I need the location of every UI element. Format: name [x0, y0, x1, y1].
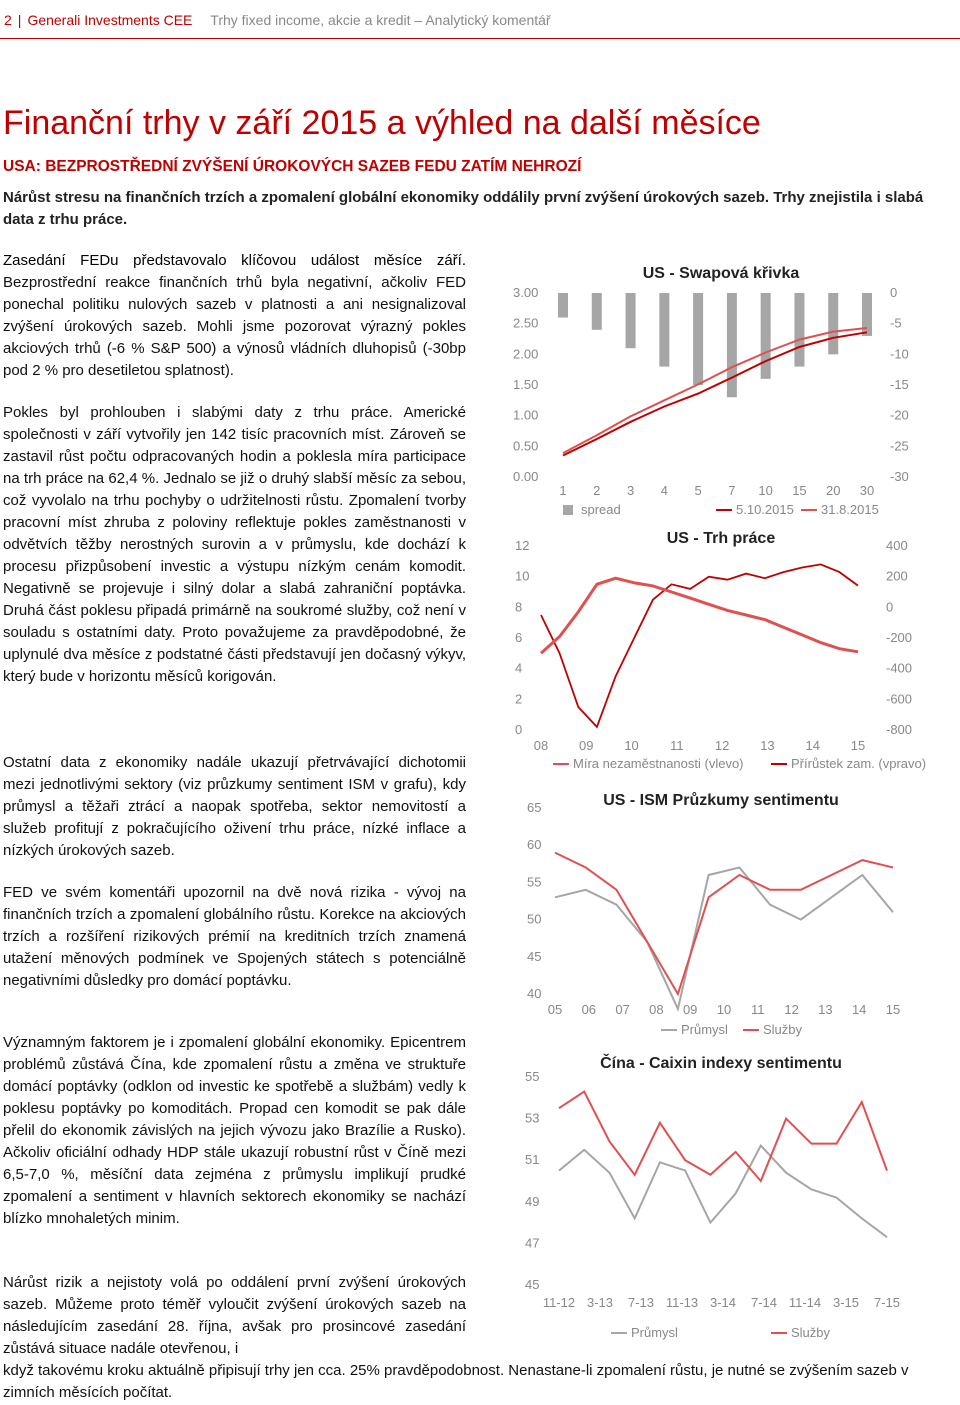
y-left-tick-label: 0	[515, 722, 523, 737]
paragraph-3: Ostatní data z ekonomiky nadále ukazují přetrvávající dichotomii mezi jednotlivými sektory (viz průzkumy sentiment ISM v grafu), kdy průmysl a těžaři ztrácí a naopak spotřeba, sektor nemovitostí a služeb profitují z pokračujícího oživení trhu práce, nízké inflace a nízkých úrokových sazeb.	[3, 754, 466, 859]
x-tick-label: 2	[593, 483, 601, 498]
lead-paragraph: Nárůst stresu na finančních trzích a zpomalení globální ekonomiky oddálily první zvýšení úrokových sazeb. Trhy znejistila i slabá data z trhu práce.	[3, 189, 924, 228]
legend-label: 5.10.2015	[736, 502, 794, 517]
paragraph-4: FED ve svém komentáři upozornil na dvě nová rizika - vývoj na finančních trzích a zpomalení globálního růstu. Korekce na akciových trzích a rozšíření rizikových prémií na kreditních trzích znamená utažení měnových podmínek ve Spojených státech s potenciálně negativními důsledky pro domácí poptávku.	[3, 884, 466, 989]
series-line-industry	[559, 1146, 887, 1238]
chart-swap-curve	[483, 255, 960, 520]
y-left-tick-label: 49	[525, 1193, 540, 1209]
section-heading: USA: BEZPROSTŘEDNÍ ZVÝŠENÍ ÚROKOVÝCH SAZEB FEDU ZATÍM NEHROZÍ	[3, 158, 582, 175]
y-right-tick-label: -5	[890, 315, 902, 331]
chart-title: US - Trh práce	[666, 530, 776, 547]
paragraph-1-intro: Zasedání FEDu představovalo klíčovou událost měsíce září.	[3, 252, 466, 269]
x-tick-label: 14	[805, 738, 820, 753]
x-tick-label: 06	[581, 1002, 597, 1017]
paragraph-5: Významným faktorem je i zpomalení globální ekonomiky. Epicentrem problémů zůstává Čína, kde zpomalení růstu a změna ve struktuře domácí poptávky (odklon od investic ke spotřebě a službám) vedly k poklesu poptávky po komoditách. Propad cen komodit se pak dále přelil do ekonomik závislých na jejich vývozu jako Brazílie a Rusko). Ačkoliv oficiální odhady HDP stále ukazují robustní růst v Číně mezi 6,5-7,0 %, měsíční data zejména z průmyslu implikují prudké zpomalení a sentiment v hlavních sektorech ekonomiky se nachází blízko mnohaletých minim.	[3, 1034, 466, 1227]
x-tick-label: 30	[859, 483, 875, 498]
chart-china-caixin-svg	[483, 1045, 960, 1345]
x-tick-label: 07	[615, 1002, 630, 1017]
x-tick-label: 12	[714, 738, 730, 753]
spread-bar	[592, 293, 602, 330]
chart-ism-sentiment-svg	[483, 782, 960, 1042]
x-tick-label: 7-14	[750, 1295, 778, 1310]
x-tick-label: 10	[716, 1002, 732, 1017]
legend-swatch	[563, 505, 573, 515]
x-tick-label: 15	[885, 1002, 901, 1017]
legend-label: Služby	[763, 1022, 803, 1037]
chart-swap-curve-svg	[483, 255, 960, 520]
y-left-tick-label: 50	[527, 911, 542, 927]
x-tick-label: 1	[559, 483, 567, 498]
x-tick-label: 12	[784, 1002, 799, 1017]
y-left-tick-label: 65	[527, 800, 542, 815]
x-tick-label: 7	[728, 483, 736, 498]
x-tick-label: 11-14	[788, 1295, 822, 1310]
y-left-tick-label: 6	[515, 630, 523, 645]
y-left-tick-label: 1.00	[513, 407, 539, 423]
series-line-unemployment	[541, 578, 858, 653]
y-left-tick-label: 12	[515, 538, 530, 553]
y-right-tick-label: 200	[886, 568, 908, 584]
y-right-tick-label: -10	[890, 346, 909, 362]
spread-bar	[828, 293, 838, 354]
spread-bar	[794, 293, 804, 367]
x-tick-label: 10	[758, 483, 773, 498]
x-tick-label: 7-13	[627, 1295, 655, 1310]
header-text: 2 | Generali Investments CEE Trhy fixed income, akcie a kredit – Analytický komentář	[4, 12, 551, 28]
legend-label: Průmysl	[631, 1325, 678, 1340]
series-line-services	[555, 853, 893, 994]
series-line-5-10-2015	[563, 332, 867, 455]
x-tick-label: 15	[850, 738, 866, 753]
publisher-name: Generali Investments CEE	[27, 12, 193, 28]
spread-bar	[862, 293, 872, 336]
page-header	[0, 0, 960, 40]
legend-label: Průmysl	[681, 1022, 728, 1037]
series-line-services	[559, 1092, 887, 1181]
y-right-tick-label: -400	[886, 660, 913, 676]
y-left-tick-label: 2.50	[513, 315, 539, 331]
x-tick-label: 13	[818, 1002, 833, 1017]
y-left-tick-label: 60	[527, 837, 542, 853]
x-tick-label: 11	[670, 738, 684, 753]
spread-bar	[659, 293, 669, 367]
x-tick-label: 14	[851, 1002, 867, 1017]
chart-title: Čína - Caixin indexy sentimentu	[600, 1055, 842, 1072]
x-tick-label: 08	[533, 738, 549, 753]
y-left-tick-label: 2	[515, 691, 523, 707]
y-left-tick-label: 10	[515, 568, 530, 584]
paragraph-6: Nárůst rizik a nejistoty volá po oddálení první zvýšení úrokových sazeb. Můžeme proto téměř vyloučit zvýšení úrokových sazeb na následujícím zasedání 28. října, avšak pro prosincové zasedání zůstává situace nadále otevřenou, i	[3, 1274, 466, 1357]
chart-china-caixin	[483, 1045, 960, 1345]
x-tick-label: 3-13	[586, 1295, 614, 1310]
y-right-tick-label: -25	[890, 438, 909, 454]
paragraph-1-body: Bezprostřední reakce finančních trhů byla negativní, ačkoliv FED ponechal politiku nulových sazeb v platnosti a ani nesignalizoval zvýšení úrokových sazeb. Mohli jsme pozorovat výrazný pokles akciových trhů (-6 % S&P 500) a výnosů vládních dluhopisů (-30bp pod 2 % pro desetiletou splatnost).	[3, 274, 466, 379]
y-right-tick-label: -20	[890, 407, 909, 423]
series-line-employment-change	[541, 564, 858, 727]
x-tick-label: 11-12	[542, 1295, 576, 1310]
series-line-31-8-2015	[563, 328, 867, 453]
y-left-tick-label: 3.00	[513, 285, 539, 300]
x-tick-label: 4	[660, 483, 668, 498]
y-left-tick-label: 0.00	[513, 469, 539, 484]
y-left-tick-label: 40	[527, 986, 542, 1001]
x-tick-label: 13	[760, 738, 775, 753]
y-left-tick-label: 2.00	[513, 346, 539, 362]
page-number: 2	[4, 12, 12, 28]
paragraph-6-continued: když takovému kroku aktuálně připisují trhy jen cca. 25% pravděpodobnost. Nenastane-li zpomalení růstu, je nutné se zvýšením sazeb v zimních měsících počítat.	[3, 1362, 909, 1401]
y-left-tick-label: 51	[525, 1152, 540, 1168]
spread-bar	[626, 293, 636, 348]
x-tick-label: 11	[751, 1002, 765, 1017]
x-tick-label: 11-13	[665, 1295, 699, 1310]
legend-label: Přírůstek zam. (vpravo)	[791, 756, 927, 771]
y-left-tick-label: 1.50	[513, 377, 539, 392]
header-subtitle: Trhy fixed income, akcie a kredit – Analytický komentář	[210, 12, 551, 28]
spread-bar	[558, 293, 568, 318]
x-tick-label: 3-14	[709, 1295, 737, 1310]
legend-label: Míra nezaměstnanosti (vlevo)	[573, 756, 744, 771]
y-right-tick-label: -200	[886, 630, 913, 645]
y-right-tick-label: 0	[886, 599, 894, 615]
chart-ism-sentiment	[483, 782, 960, 1042]
legend-label: spread	[581, 502, 621, 517]
x-tick-label: 3-15	[832, 1295, 860, 1310]
y-left-tick-label: 8	[515, 599, 523, 615]
y-left-tick-label: 47	[525, 1235, 540, 1251]
paragraph-2: Pokles byl prohlouben i slabými daty z trhu práce. Americké společnosti v září vytvořily jen 142 tisíc pracovních míst. Zároveň se zastavil růst počtu odpracovaných hodin a poklesla míra participace na trh práce na 62,4 %. Jednalo se již o druhý slabší měsíc za sebou, což vyvolalo na trhu pochyby o udržitelnosti růstu. Zpomalení tvorby pracovní míst zhruba z poloviny reflektuje pokles zaměstnanosti v odvětvích těžby nerostných surovin a v průmyslu, kde dochází k procesu přizpůsobení investic a výstupu nízkým cenám komodit. Negativně se projevuje i silný dolar a slabá zahraniční poptávka. Druhá část poklesu připadá primárně na soukromé služby, což není v souladu s ostatními daty. Proto považujeme za pravděpodobné, že uplynulé dva měsíce z podstatné části představují jen dočasný výkyv, který bude v horizontu měsíců korigován.	[3, 404, 466, 685]
legend-label: 31.8.2015	[821, 502, 879, 517]
spread-bar	[693, 293, 703, 385]
header-rule	[0, 38, 960, 39]
y-left-tick-label: 0.50	[513, 438, 539, 454]
y-left-tick-label: 45	[527, 948, 542, 964]
x-tick-label: 20	[825, 483, 841, 498]
y-right-tick-label: -30	[890, 469, 909, 484]
chart-labor-market-svg	[483, 520, 960, 780]
x-tick-label: 05	[547, 1002, 563, 1017]
y-right-tick-label: 400	[886, 538, 908, 553]
y-left-tick-label: 4	[515, 660, 523, 676]
y-left-tick-label: 55	[527, 874, 542, 890]
y-left-tick-label: 45	[525, 1277, 540, 1292]
x-tick-label: 5	[694, 483, 702, 498]
x-tick-label: 7-15	[873, 1295, 901, 1310]
x-tick-label: 15	[792, 483, 807, 498]
y-right-tick-label: 0	[890, 285, 898, 300]
x-tick-label: 09	[579, 738, 594, 753]
y-right-tick-label: -600	[886, 691, 913, 707]
chart-title: US - ISM Průzkumy sentimentu	[603, 792, 839, 809]
legend-label: Služby	[791, 1325, 831, 1340]
series-line-industry	[555, 868, 893, 1009]
y-left-tick-label: 55	[525, 1069, 540, 1084]
paragraph-1	[3, 250, 466, 382]
y-right-tick-label: -800	[886, 722, 913, 737]
y-right-tick-label: -15	[890, 377, 909, 392]
spread-bar	[761, 293, 771, 379]
x-tick-label: 08	[649, 1002, 664, 1017]
chart-title: US - Swapová křivka	[642, 265, 800, 282]
page-title: Finanční trhy v září 2015 a výhled na další měsíce	[3, 104, 761, 142]
spread-bar	[727, 293, 737, 397]
x-tick-label: 10	[624, 738, 639, 753]
x-tick-label: 09	[682, 1002, 698, 1017]
y-left-tick-label: 53	[525, 1110, 540, 1126]
x-tick-label: 3	[626, 483, 635, 498]
chart-labor-market	[483, 520, 960, 780]
